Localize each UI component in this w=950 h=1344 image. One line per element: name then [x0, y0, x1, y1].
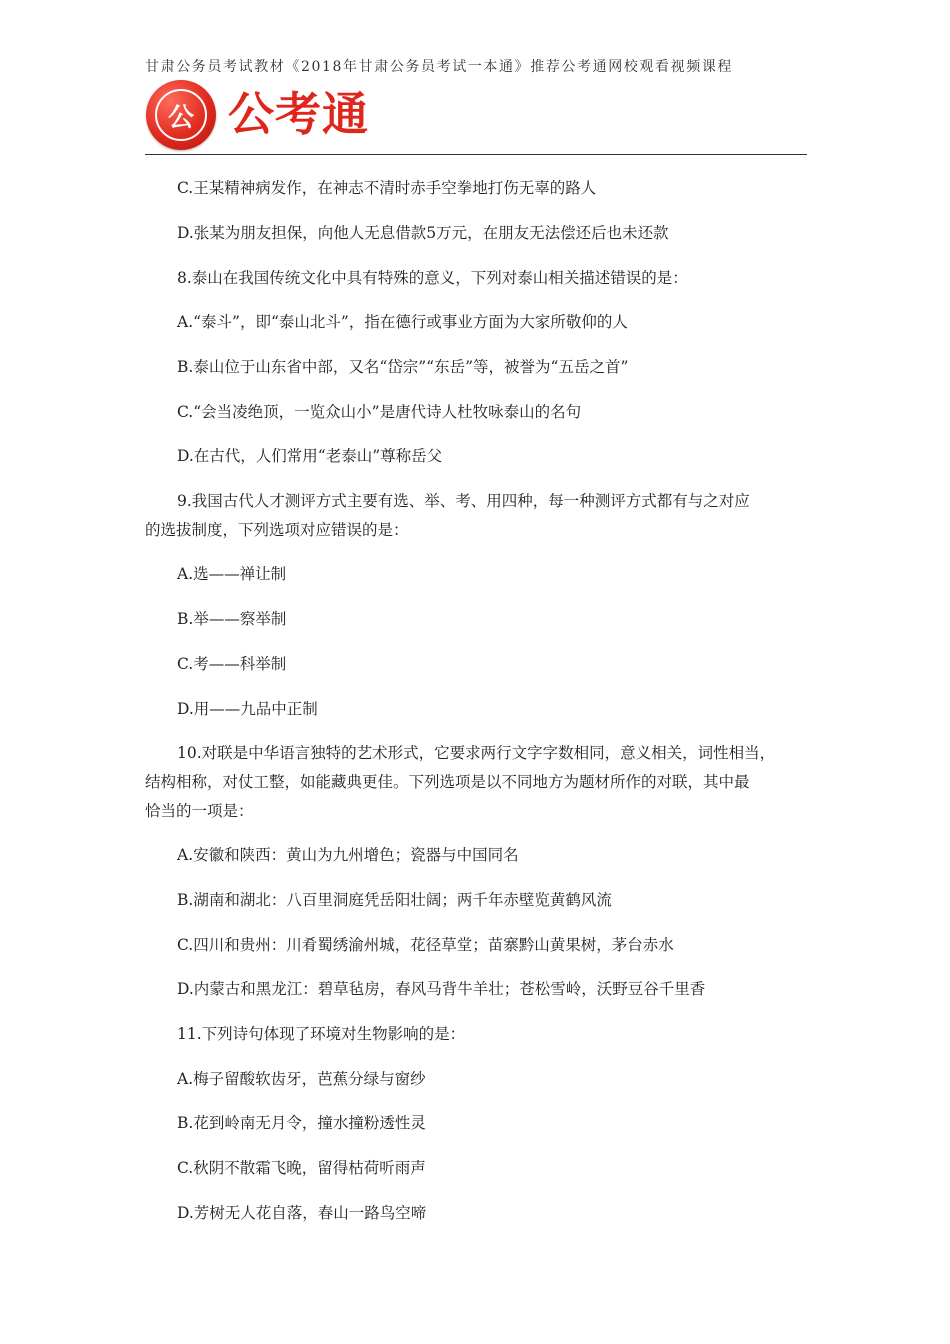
q11-option-a: A.梅子留酸软齿牙，芭蕉分绿与窗纱 [177, 1070, 426, 1088]
q10-option-b: B.湖南和湖北：八百里洞庭凭岳阳壮阔；两千年赤壁览黄鹤风流 [177, 891, 612, 909]
q7-option-c: C.王某精神病发作，在神志不清时赤手空拳地打伤无辜的路人 [177, 179, 597, 197]
q10-stem-line-3: 恰当的一项是： [145, 802, 254, 820]
q9-option-a: A.选——禅让制 [177, 565, 287, 583]
q8-option-a: A.“泰斗”，即“泰山北斗”，指在德行或事业方面为大家所敬仰的人 [177, 313, 628, 331]
q10-option-d: D.内蒙古和黑龙江：碧草毡房，春风马背牛羊壮；苍松雪岭，沃野豆谷千里香 [177, 980, 706, 998]
q11-option-d: D.芳树无人花自落，春山一路鸟空啼 [177, 1204, 427, 1222]
q8-stem: 8.泰山在我国传统文化中具有特殊的意义，下列对泰山相关描述错误的是： [177, 269, 688, 287]
page-header-text: 甘肃公务员考试教材《2018年甘肃公务员考试一本通》推荐公考通网校观看视频课程 [145, 59, 734, 75]
q9-stem-line-1: 9.我国古代人才测评方式主要有选、举、考、用四种，每一种测评方式都有与之对应 [177, 492, 750, 510]
q11-option-b: B.花到岭南无月令，撞水撞粉透性灵 [177, 1114, 426, 1132]
logo-emblem-mark: 公 [155, 89, 207, 141]
q10-option-a: A.安徽和陕西：黄山为九州增色；瓷器与中国同名 [177, 846, 519, 864]
logo-wordmark: 公考通 [228, 87, 369, 141]
q11-stem: 11.下列诗句体现了环境对生物影响的是： [177, 1025, 466, 1043]
q10-option-c: C.四川和贵州：川肴蜀绣渝州城，花径草堂；苗寨黔山黄果树，茅台赤水 [177, 936, 674, 954]
header-divider [145, 154, 807, 155]
logo-emblem-icon [146, 80, 216, 150]
q8-option-c: C.“会当凌绝顶，一览众山小”是唐代诗人杜牧咏泰山的名句 [177, 403, 582, 421]
q7-option-d: D.张某为朋友担保，向他人无息借款5万元，在朋友无法偿还后也未还款 [177, 224, 669, 242]
brand-logo [146, 80, 406, 152]
q9-option-d: D.用——九品中正制 [177, 700, 318, 718]
q9-option-c: C.考——科举制 [177, 655, 287, 673]
q10-stem-line-2: 结构相称，对仗工整，如能藏典更佳。下列选项是以不同地方为题材所作的对联，其中最 [145, 773, 750, 791]
q10-stem-line-1: 10.对联是中华语言独特的艺术形式，它要求两行文字字数相同，意义相关，词性相当， [177, 744, 776, 762]
q9-stem-line-2: 的选拔制度，下列选项对应错误的是： [145, 521, 409, 539]
q11-option-c: C.秋阴不散霜飞晚，留得枯荷听雨声 [177, 1159, 426, 1177]
q9-option-b: B.举——察举制 [177, 610, 287, 628]
q8-option-b: B.泰山位于山东省中部，又名“岱宗”“东岳”等，被誉为“五岳之首” [177, 358, 629, 376]
q8-option-d: D.在古代，人们常用“老泰山”尊称岳父 [177, 447, 443, 465]
